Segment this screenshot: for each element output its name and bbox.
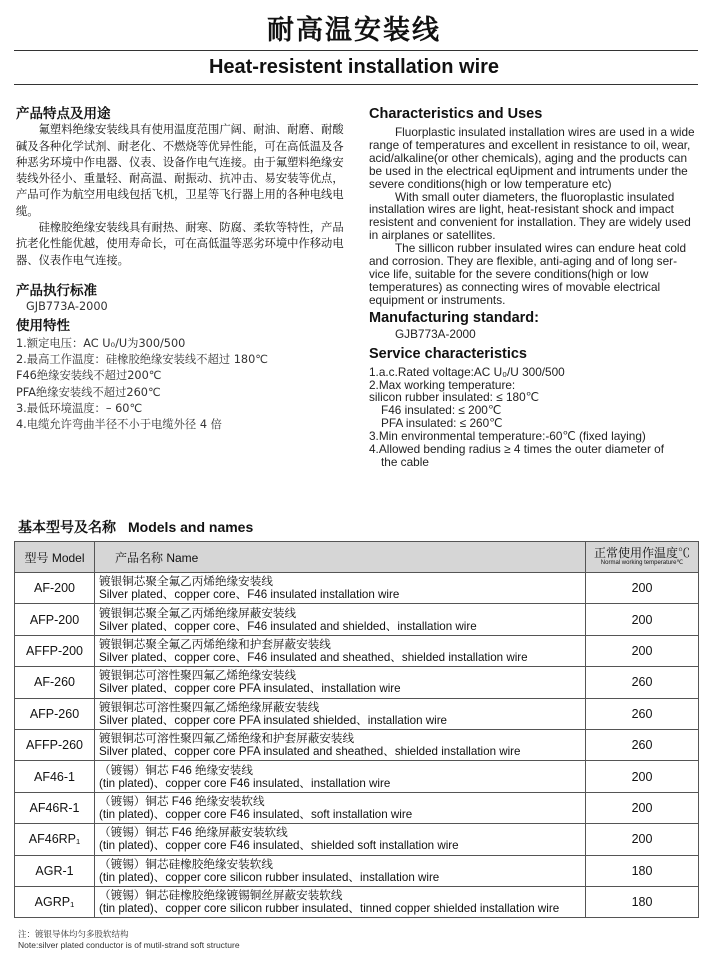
temperature-cell: 260 [586,667,699,698]
column-header-temperature-en: Normal working temperature℃ [600,560,684,566]
model-cell: AF-260 [15,667,95,698]
name-cn: 镀银铜芯聚全氟乙丙烯绝缘安装线 [99,575,273,589]
service-item-en: 2.Max working temperature: [369,377,516,392]
service-item-en: 1.a.c.Rated voltage:AC U₀/U 300/500 [369,364,565,379]
name-cell [95,855,586,886]
temperature-cell: 180 [586,855,699,886]
title-divider-bottom [14,84,698,85]
model-cell: AFFP-260 [15,729,95,760]
table-row [15,667,699,698]
table-row [15,729,699,760]
service-item-cn: 2.最高工作温度：硅橡胶绝缘安装线不超过 180℃ [16,353,268,367]
name-en: (tin plated)、copper core F46 insulated、soft installation wire [99,807,413,821]
name-cell [95,635,586,666]
service-item-cn: 4.电缆允许弯曲半径不小于电缆外径 4 倍 [16,418,222,432]
service-item-en: the cable [381,454,429,469]
service-item-cn: F46绝缘安装线不超过200℃ [16,369,162,383]
name-en: (tin plated)、copper core silicon rubber insulated、installation wire [99,870,440,884]
service-heading-cn: 使用特性 [16,317,70,334]
name-cn: 镀银铜芯可溶性聚四氟乙烯绝缘和护套屏蔽安装线 [99,732,355,746]
table-row [15,792,699,823]
temperature-cell: 260 [586,729,699,760]
name-cn: 镀银铜芯可溶性聚四氟乙烯绝缘屏蔽安装线 [99,700,320,714]
model-cell: AGRP₁ [15,886,95,917]
name-en: (tin plated)、copper core F46 insulated、shielded soft installation wire [99,839,459,853]
name-en: Silver plated、copper core、F46 insulated and shielded、installation wire [99,619,477,633]
characteristics-paragraph-1-en: Fluorplastic insulated installation wires are used in a wide range of temperatures and excellent in resistance to oil, wear, acid/alkaline(or other chemicals), aging and the products can be used in the electrical eqUipment and intruments under the severe conditions(high or low temperature etc) [369,125,695,191]
temperature-cell: 180 [586,886,699,917]
name-cn: 镀银铜芯可溶性聚四氟乙烯绝缘安装线 [99,669,297,683]
name-cell [95,729,586,760]
standard-heading-en: Manufacturing standard: [369,309,539,326]
column-header-temperature [586,542,699,573]
table-row [15,761,699,792]
left-column-chinese [16,100,350,434]
service-item-cn: 1.额定电压：AC U₀/U为300/500 [16,336,186,350]
name-cn: （镀锡）铜芯硅橡胶绝缘镀锡铜丝屏蔽安装软线 [99,889,343,903]
service-item-en: 4.Allowed bending radius ≥ 4 times the outer diameter of [369,442,665,457]
table-row [15,604,699,635]
footnote-en: Note:silver plated conductor is of mutil-strand soft structure [18,940,240,950]
right-column-english [369,106,701,469]
model-cell: AGR-1 [15,855,95,886]
name-cell [95,761,586,792]
features-paragraph-1-cn: 氟塑料绝缘安装线具有使用温度范围广阔、耐油、耐磨、耐酸碱及各种化学试剂、耐老化、不燃烧等优异性能，可在高低温及各种恶劣环境中作电器、仪表、设备作电气连接。由于氟塑料绝缘安装线外径小、重量轻、耐高温、耐振动、抗冲击、易安装等优点，产品可作为航空用电线包括飞机，卫星等飞行器上用的各种电线电缆。 [16,123,344,218]
column-header-temperature-cn: 正常使用作温度℃ [593,546,690,560]
service-item-cn: PFA绝缘安装线不超过260℃ [16,385,161,399]
name-en: (tin plated)、copper core silicon rubber insulated、tinned copper shielded installation wire [99,902,560,916]
title-divider-top [14,50,698,51]
table-header-row [15,542,699,573]
temperature-cell: 260 [586,698,699,729]
service-heading-en: Service characteristics [369,345,527,362]
temperature-cell: 200 [586,824,699,855]
temperature-cell: 200 [586,792,699,823]
column-header-name: 产品名称 Name [95,542,586,573]
model-cell: AFFP-200 [15,635,95,666]
table-row [15,824,699,855]
name-cell [95,667,586,698]
table-row [15,886,699,917]
models-heading-cn: 基本型号及名称 [18,520,116,536]
name-cell [95,792,586,823]
name-cell [95,886,586,917]
name-cell [95,698,586,729]
page-title-en: Heat-resistent installation wire [208,56,500,78]
name-en: Silver plated、copper core、F46 insulated installation wire [99,588,400,602]
name-en: Silver plated、copper core PFA insulated、installation wire [99,682,401,696]
standard-value-cn: GJB773A-2000 [26,300,108,314]
name-cn: （镀锡）铜芯 F46 绝缘屏蔽安装软线 [99,826,288,840]
model-cell: AFP-200 [15,604,95,635]
page-title-cn: 耐高温安装线 [267,15,441,46]
table-row [15,855,699,886]
model-cell: AF46-1 [15,761,95,792]
models-table-body [15,573,699,918]
name-cell [95,573,586,604]
characteristics-heading-en: Characteristics and Uses [369,106,543,122]
models-heading [18,517,253,537]
service-item-en: 3.Min environmental temperature:-60℃ (fixed laying) [369,429,646,444]
name-en: Silver plated、copper core PFA insulated and sheathed、shielded installation wire [99,745,521,759]
model-cell: AF-200 [15,573,95,604]
table-row [15,573,699,604]
name-en: Silver plated、copper core PFA insulated shielded、installation wire [99,713,447,727]
name-cn: 镀银铜芯聚全氟乙丙烯绝缘屏蔽安装线 [99,606,297,620]
characteristics-paragraph-3-en: The sillicon rubber insulated wires can endure heat cold and corrosion. They are flexible, anti-aging and of long ser- vice life, suitable for the severe conditions(high or low temperatures) as connecting wires of movable electrical equipment or instruments. [369,241,687,307]
column-header-model: 型号 Model [15,542,95,573]
service-item-cn: 3.最低环境温度：– 60℃ [16,402,143,416]
name-cell [95,824,586,855]
name-cn: 镀银铜芯聚全氟乙丙烯绝缘和护套屏蔽安装线 [99,637,331,651]
service-item-en: F46 insulated: ≤ 200℃ [381,403,502,418]
service-item-en: PFA insulated: ≤ 260℃ [381,416,503,431]
temperature-cell: 200 [586,635,699,666]
name-en: (tin plated)、copper core F46 insulated、installation wire [99,776,391,790]
name-cn: （镀锡）铜芯硅橡胶绝缘安装软线 [99,857,273,871]
table-row [15,698,699,729]
footnote-cn: 注：镀银导体均匀多股软结构 [18,930,129,940]
name-en: Silver plated、copper core、F46 insulated and sheathed、shielded installation wire [99,650,528,664]
characteristics-paragraph-2-en: With small outer diameters, the fluoroplastic insulated installation wires are light, heat-resistant shock and impact resistent and convenient for installation. They are widely used in airplanes or satellites. [369,189,691,243]
name-cn: （镀锡）铜芯 F46 绝缘安装软线 [99,794,265,808]
standard-value-en: GJB773A-2000 [395,326,476,341]
models-heading-en: Models and names [128,519,254,535]
model-cell: AF46RP₁ [15,824,95,855]
temperature-cell: 200 [586,761,699,792]
temperature-cell: 200 [586,604,699,635]
features-paragraph-2-cn: 硅橡胶绝缘安装线具有耐热、耐寒、防腐、柔软等特性，产品抗老化性能优越，使用寿命长，可在高低温等恶劣环境中作移动电器、仪表作电气连接。 [16,221,344,267]
standard-heading-cn: 产品执行标准 [16,282,97,299]
name-cn: （镀锡）铜芯 F46 绝缘安装线 [99,763,253,777]
model-cell: AF46R-1 [15,792,95,823]
service-item-en: silicon rubber insulated: ≤ 180℃ [369,390,539,405]
models-table [14,541,699,918]
temperature-cell: 200 [586,573,699,604]
name-cell [95,604,586,635]
table-row [15,635,699,666]
features-heading-cn: 产品特点及用途 [16,106,111,122]
model-cell: AFP-260 [15,698,95,729]
